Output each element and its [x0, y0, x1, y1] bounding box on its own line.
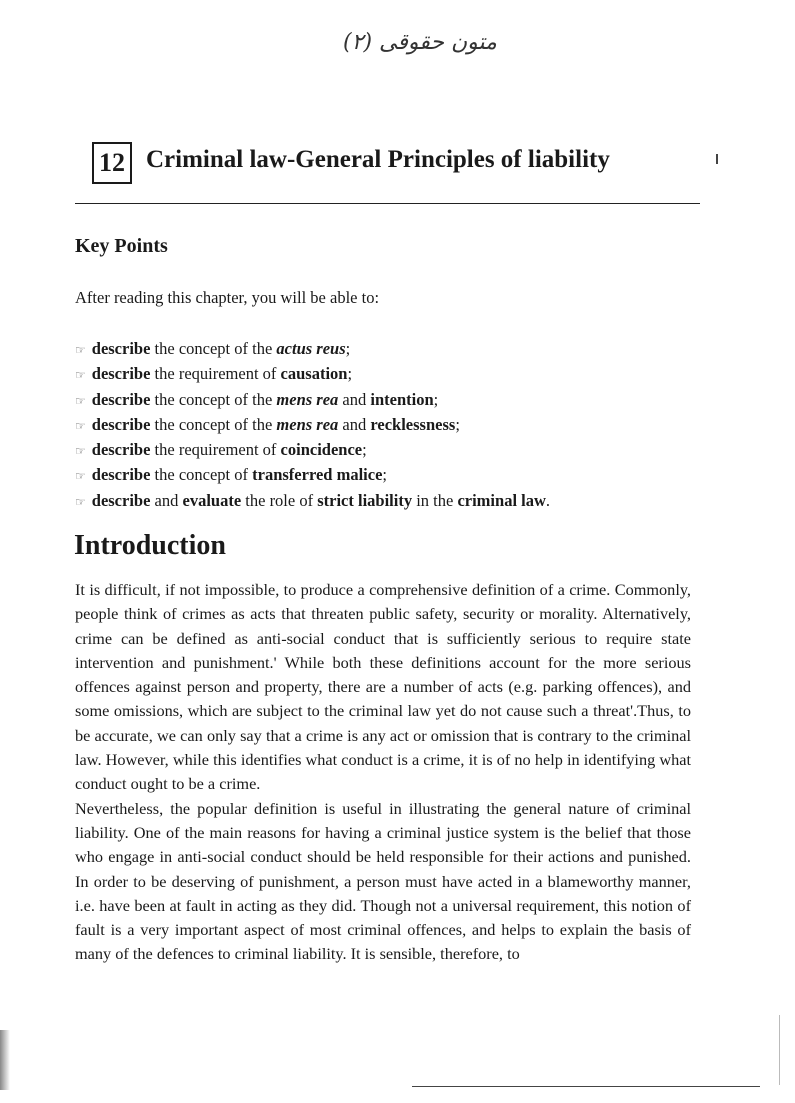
key-point-text: describe	[91, 339, 151, 358]
key-point-text: coincidence	[280, 440, 363, 460]
introduction-heading: Introduction	[74, 530, 226, 561]
key-point-text: describe	[91, 490, 151, 510]
key-points-list	[75, 337, 550, 514]
scan-edge-shadow	[0, 1030, 10, 1090]
key-point-text: the concept of the	[150, 339, 277, 358]
key-point-text: ;	[347, 364, 353, 384]
key-point-text: and	[150, 490, 183, 510]
key-point-text: the concept of the	[150, 414, 277, 434]
key-point-item	[75, 438, 550, 463]
key-point-text: and	[338, 414, 371, 434]
key-point-text: ;	[433, 389, 439, 409]
key-point-text: mens rea	[276, 414, 339, 434]
key-point-text: ;	[382, 465, 388, 485]
key-point-text: in the	[412, 490, 458, 510]
pointing-hand-icon: ☞	[75, 393, 86, 408]
key-point-text: the role of	[241, 490, 318, 510]
paragraph: Nevertheless, the popular definition is useful in illustrating the general nature of criminal liability. One of the main reasons for having a criminal justice system is the belief that those who engage in anti-social conduct should be held responsible for their actions and punished. In order to be deserving of punishment, a person must have acted in a blameworthy manner, i.e. have been at fault in acting as they did. Though not a universal requirement, this notion of fault is a very important aspect of most criminal offences, and helps to explain the basis of many of the defences to criminal liability. It is sensible, therefore, to	[75, 798, 691, 964]
key-point-text: actus reus	[276, 339, 346, 358]
key-point-text: mens rea	[276, 389, 339, 409]
header-rule	[75, 203, 700, 204]
key-point-text: strict liability	[317, 490, 413, 510]
key-point-text: .	[545, 490, 551, 510]
key-point-text: the concept of	[150, 465, 253, 485]
paragraph: It is difficult, if not impossible, to produce a comprehensive definition of a crime. Commonly, people think of crimes as acts that threaten public safety, security or morality. Alternatively, crime can be defined as anti-social conduct that is sufficiently serious to require state intervention and punishment.' While both these definitions account for the more serious offences against person and property, there are a number of acts (e.g. parking offences), and some omissions, which are subject to the criminal law yet do not cause such a threat'.Thus, to be accurate, we can only say that a crime is any act or omission that is contrary to the criminal law. However, while this identifies what conduct is a crime, it is of no help in identifying what conduct ought to be a crime.	[75, 580, 691, 794]
key-point-text: evaluate	[182, 490, 242, 510]
key-point-item	[75, 337, 550, 362]
key-point-text: ;	[362, 440, 367, 460]
key-point-item	[75, 362, 550, 387]
introduction-body	[75, 578, 691, 967]
key-point-text: recklessness	[370, 414, 456, 434]
key-point-item	[75, 413, 550, 438]
key-point-text: intention	[370, 389, 434, 409]
handwritten-note: متون حقوقی (۲)	[343, 30, 497, 55]
chapter-header	[92, 142, 732, 188]
key-point-text: transferred malice	[252, 465, 383, 485]
key-point-text: the requirement of	[150, 364, 281, 384]
key-point-text: describe	[91, 364, 151, 384]
key-point-text: criminal law	[457, 490, 546, 510]
key-point-text: and	[338, 389, 371, 409]
scan-edge-line	[779, 1015, 780, 1085]
key-points-heading: Key Points	[75, 235, 168, 257]
stray-mark	[716, 154, 718, 164]
key-point-text: ;	[455, 414, 460, 434]
pointing-hand-icon: ☞	[75, 444, 86, 459]
key-points-intro: After reading this chapter, you will be able to:	[75, 288, 380, 307]
chapter-title: Criminal law-General Principles of liability	[146, 146, 610, 173]
key-point-text: describe	[91, 389, 151, 409]
key-point-text: describe	[91, 440, 151, 460]
pointing-hand-icon: ☞	[75, 469, 86, 484]
footer-rule	[412, 1086, 760, 1087]
key-point-text: describe	[91, 414, 151, 434]
pointing-hand-icon: ☞	[75, 494, 86, 509]
chapter-number: 12	[92, 142, 132, 184]
key-point-item	[75, 388, 550, 413]
key-point-item	[75, 489, 550, 514]
key-point-text: the concept of the	[150, 389, 277, 409]
key-point-text: ;	[345, 339, 351, 358]
pointing-hand-icon: ☞	[75, 368, 86, 383]
key-point-text: describe	[91, 465, 151, 485]
key-point-text: the requirement of	[150, 440, 281, 460]
key-point-text: causation	[280, 364, 348, 384]
key-point-item	[75, 463, 550, 488]
pointing-hand-icon: ☞	[75, 343, 86, 357]
pointing-hand-icon: ☞	[75, 418, 86, 433]
